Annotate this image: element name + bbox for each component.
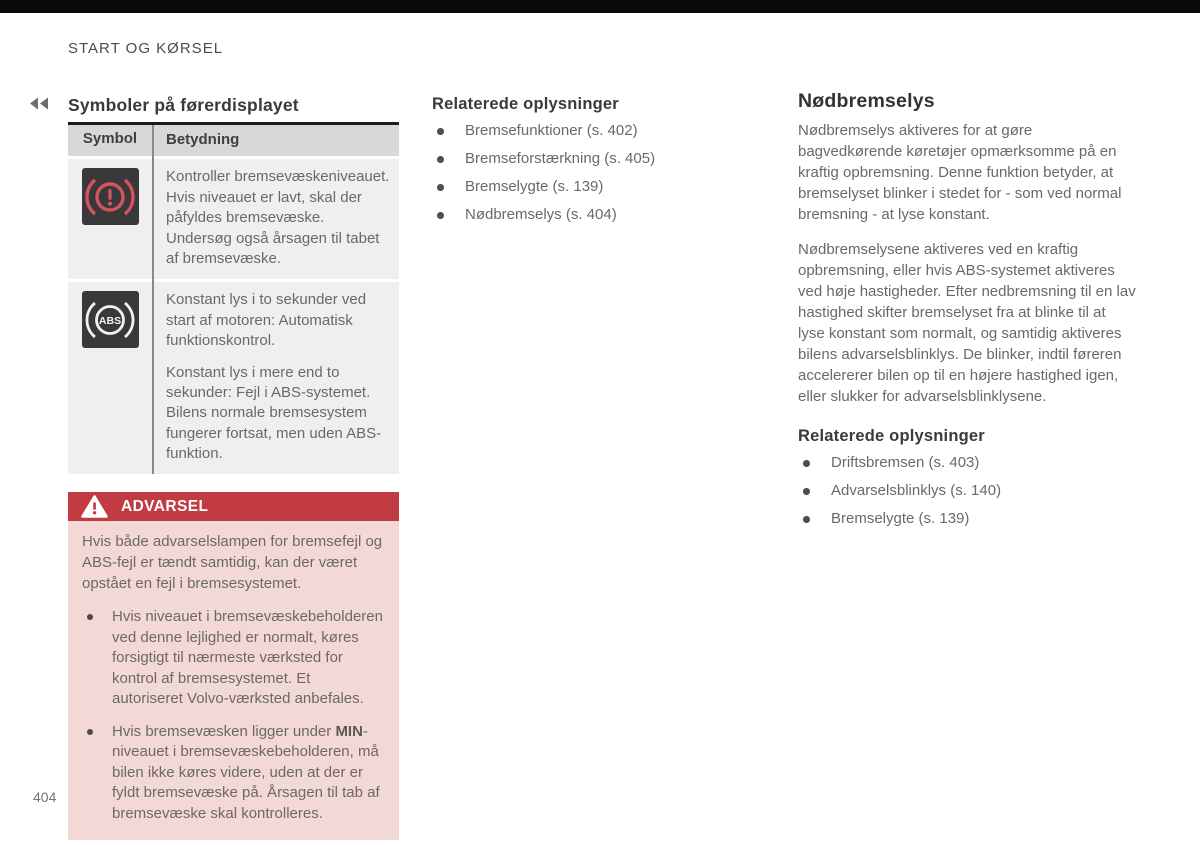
table-header-symbol: Symbol (82, 130, 138, 147)
warning-box (68, 492, 399, 839)
related-info-item: Bremselygte (s. 139) (432, 178, 734, 195)
chapter-header: START OG KØRSEL (68, 40, 224, 57)
page-number: 404 (33, 789, 57, 805)
table-row (68, 282, 399, 474)
related-info-item: Bremsefunktioner (s. 402) (432, 122, 734, 139)
body-paragraph: Nødbremselys aktiveres for at gøre bagvedkørende køretøjer opmærksomme på en kraftig opbremsning. Denne funktion betyder, at bremselyset blinker i stedet for - som ved normal bremsning - at lyse konstant. (798, 122, 1122, 223)
svg-text:ABS: ABS (98, 315, 122, 328)
scan-edge-bar (0, 0, 1200, 13)
article-title: Symboler på førerdisplayet (68, 95, 299, 115)
warning-header (68, 492, 399, 521)
related-info-title: Relaterede oplysninger (432, 95, 619, 113)
warning-bullet: Hvis niveauet i bremsevæskebeholderen ved denne lejlighed er normalt, køres forsigtigt til nærmeste værksted for kontrol af bremsesystemet. Et autoriseret Volvo-værksted anbefales. (82, 607, 385, 710)
warning-bullet: Hvis bremsevæsken ligger under MIN-niveauet i bremsevæskebeholderen, må bilen ikke køres videre, uden at der er fyldt bremsevæske på. Årsagen til tab af bremsevæske skal kontrolleres. (82, 722, 385, 825)
right-column (798, 90, 1136, 538)
table-header-betydning: Betydning (166, 131, 240, 148)
table-header-row (68, 125, 399, 156)
table-column-divider (152, 125, 154, 474)
warning-body (68, 521, 399, 839)
warning-intro: Hvis både advarselslampen for bremsefejl og ABS-fejl er tændt samtidig, kan der været opstået en fejl i bremsesystemet. (82, 533, 383, 592)
related-info-list (432, 122, 734, 223)
symbol-description: Konstant lys i mere end to sekunder: Fejl i ABS-systemet. Bilens normale bremsesystem fungerer fortsat, men uden ABS-funktion. (166, 363, 382, 463)
warning-triangle-icon (81, 495, 108, 518)
related-info-list (798, 454, 1136, 527)
warning-bullet-list (82, 607, 385, 824)
symbol-description: Kontroller bremsevæskeniveauet. Hvis niveauet er lavt, skal der påfyldes bremsevæske. Undersøg også årsagen til tabet af bremsevæske. (166, 168, 390, 267)
related-info-title: Relaterede oplysninger (798, 427, 985, 445)
symbol-table (68, 122, 399, 474)
abs-warning-icon (82, 291, 139, 348)
table-row (68, 159, 399, 279)
middle-column (432, 95, 734, 234)
double-left-arrow-icon (30, 97, 50, 110)
brake-warning-icon (82, 168, 139, 225)
article-title: Nødbremselys (798, 90, 935, 112)
symbol-description: Konstant lys i to sekunder ved start af motoren: Automatisk funktionskontrol. (166, 291, 367, 350)
related-info-item: Bremselygte (s. 139) (798, 510, 1136, 527)
body-paragraph: Nødbremselysene aktiveres ved en kraftig opbremsning, eller hvis ABS-systemet aktiveres ved høje hastigheder. Efter nedbremsning til en lav hastighed skifter bremselyset fra at blinke til at lyse konstant som normalt, og samtidig aktiveres bilens advarselsblinklys. De blinker, indtil føreren accelererer bilen op til en højere hastighed igen, eller slukker for advarselsblinklysene. (798, 241, 1136, 405)
left-column (68, 95, 399, 840)
related-info-item: Nødbremselys (s. 404) (432, 206, 734, 223)
related-info-item: Bremseforstærkning (s. 405) (432, 150, 734, 167)
related-info-item: Driftsbremsen (s. 403) (798, 454, 1136, 471)
related-info-item: Advarselsblinklys (s. 140) (798, 482, 1136, 499)
warning-title: ADVARSEL (121, 497, 209, 515)
